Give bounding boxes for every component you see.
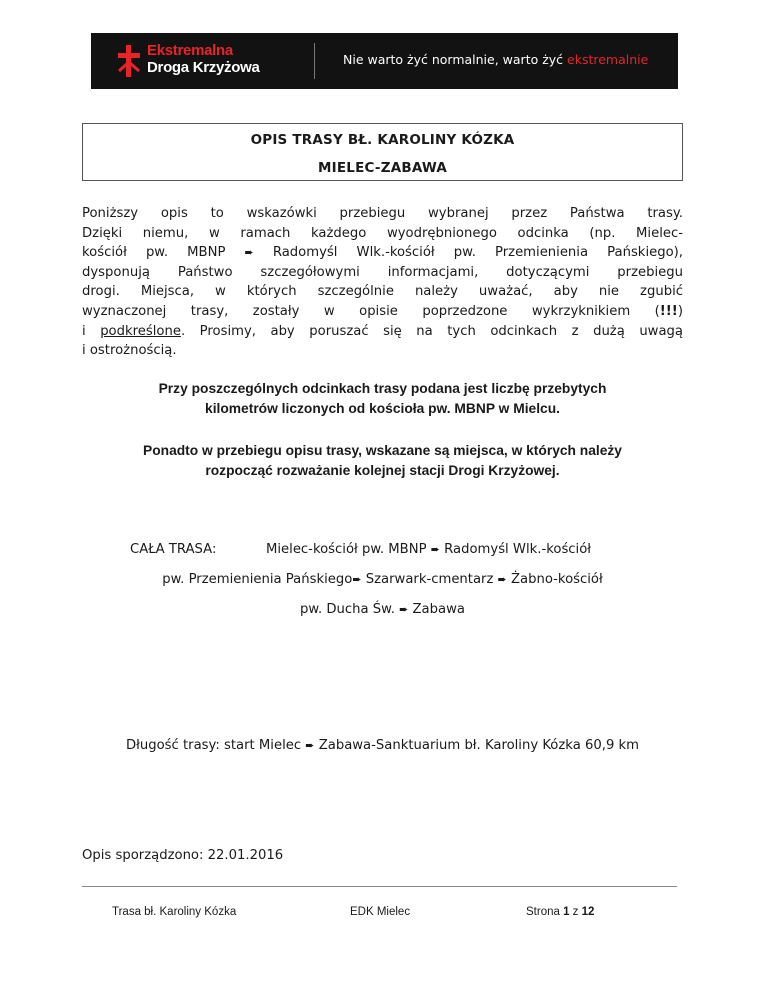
title-box [82, 123, 683, 181]
edk-logo[interactable] [117, 42, 297, 82]
length-text: Zabawa-Sanktuarium bł. Karoliny Kózka 60,9 km [314, 738, 640, 753]
intro-line [82, 302, 683, 322]
route-text: pw. Ducha Św. [300, 602, 400, 617]
exclamation-marker: !!! [659, 303, 678, 319]
route-segment [266, 542, 591, 557]
cross-logo-icon [117, 45, 141, 77]
page-of: z [569, 906, 582, 918]
arrow-right-icon: ➨ [497, 573, 507, 586]
route-line-2 [82, 572, 683, 587]
intro-line: Poniższy opis to wskazówki przebiegu wybranej przez Państwa trasy. [82, 206, 683, 221]
intro-text: ( [654, 303, 660, 319]
intro-text: . Prosimy, aby poruszać się na tych odcinkach z dużą uwagą [180, 323, 683, 339]
intro-text: i [82, 323, 101, 339]
logo-text-droga: Droga Krzyżowa [147, 59, 260, 76]
arrow-right-icon: ➨ [399, 603, 409, 616]
route-label: CAŁA TRASA: [130, 542, 217, 557]
intro-line [82, 243, 683, 263]
intro-line: dysponują Państwo szczegółowymi informacjami, dotyczącymi przebiegu [82, 264, 683, 280]
banner-divider [314, 43, 315, 79]
route-text: Mielec-kościół pw. MBNP [266, 542, 431, 557]
arrow-right-icon: ➨ [305, 739, 315, 752]
slogan-highlight: ekstremalnie [567, 52, 649, 67]
arrow-right-icon: ➨ [244, 246, 254, 260]
route-text: Szarwark-cmentarz [361, 572, 498, 587]
intro-line: i ostrożnością. [82, 343, 177, 359]
route-text: Radomyśl Wlk.-kościół [439, 542, 592, 557]
route-text: Zabawa [408, 602, 465, 617]
intro-line: drogi. Miejsca, w których szczególnie należy uważać, aby nie zgubić [82, 284, 683, 300]
slogan-main: Nie warto żyć normalnie, warto żyć [343, 52, 568, 67]
route-line-3 [82, 602, 683, 617]
logo-text-ekstremalna: Ekstremalna [147, 42, 233, 59]
underlined-word: podkreślone [100, 323, 181, 339]
km-note [82, 379, 683, 418]
km-note-line: kilometrów liczonych od kościoła pw. MBNP w Mielcu. [205, 400, 560, 416]
footer-org: EDK Mielec [350, 906, 411, 918]
header-banner [91, 33, 678, 89]
route-length [82, 738, 683, 753]
footer-divider [82, 886, 677, 887]
station-note-line: rozpocząć rozważanie kolejnej stacji Drogi Krzyżowej. [205, 462, 560, 478]
intro-line [82, 322, 683, 342]
station-note [82, 441, 683, 480]
slogan [343, 52, 648, 67]
route-text: pw. Przemienienia Pańskiego [162, 572, 353, 587]
footer-route-name: Trasa bł. Karoliny Kózka [112, 906, 237, 918]
intro-text: kościół pw. MBNP [82, 245, 245, 261]
intro-paragraph [82, 204, 683, 361]
current-page: 1 [563, 906, 570, 918]
station-note-line: Ponadto w przebiegu opisu trasy, wskazane są miejsca, w których należy [143, 443, 622, 458]
total-pages: 12 [581, 906, 595, 918]
intro-text: wyznaczonej trasy, zostały w opisie poprzedzone wykrzyknikiem [82, 303, 631, 319]
arrow-right-icon: ➨ [352, 573, 362, 586]
intro-text: Radomyśl Wlk.-kościół pw. Przemienienia Pańskiego), [253, 245, 684, 261]
intro-text: ) [677, 303, 683, 319]
page-subtitle: MIELEC-ZABAWA [317, 160, 448, 176]
km-note-line: Przy poszczególnych odcinkach trasy podana jest liczbę przebytych [158, 381, 607, 396]
footer-page-number [526, 906, 594, 918]
route-text: Żabno-kościół [506, 572, 603, 587]
length-text: Długość trasy: start Mielec [125, 738, 306, 753]
page-prefix: Strona [526, 906, 564, 918]
intro-line: Dzięki niemu, w ramach każdego wyodrębnionego odcinka (np. Mielec- [82, 225, 683, 241]
prepared-date: Opis sporządzono: 22.01.2016 [82, 848, 284, 863]
arrow-right-icon: ➨ [430, 543, 440, 556]
page-title: OPIS TRASY BŁ. KAROLINY KÓZKA [250, 132, 515, 148]
